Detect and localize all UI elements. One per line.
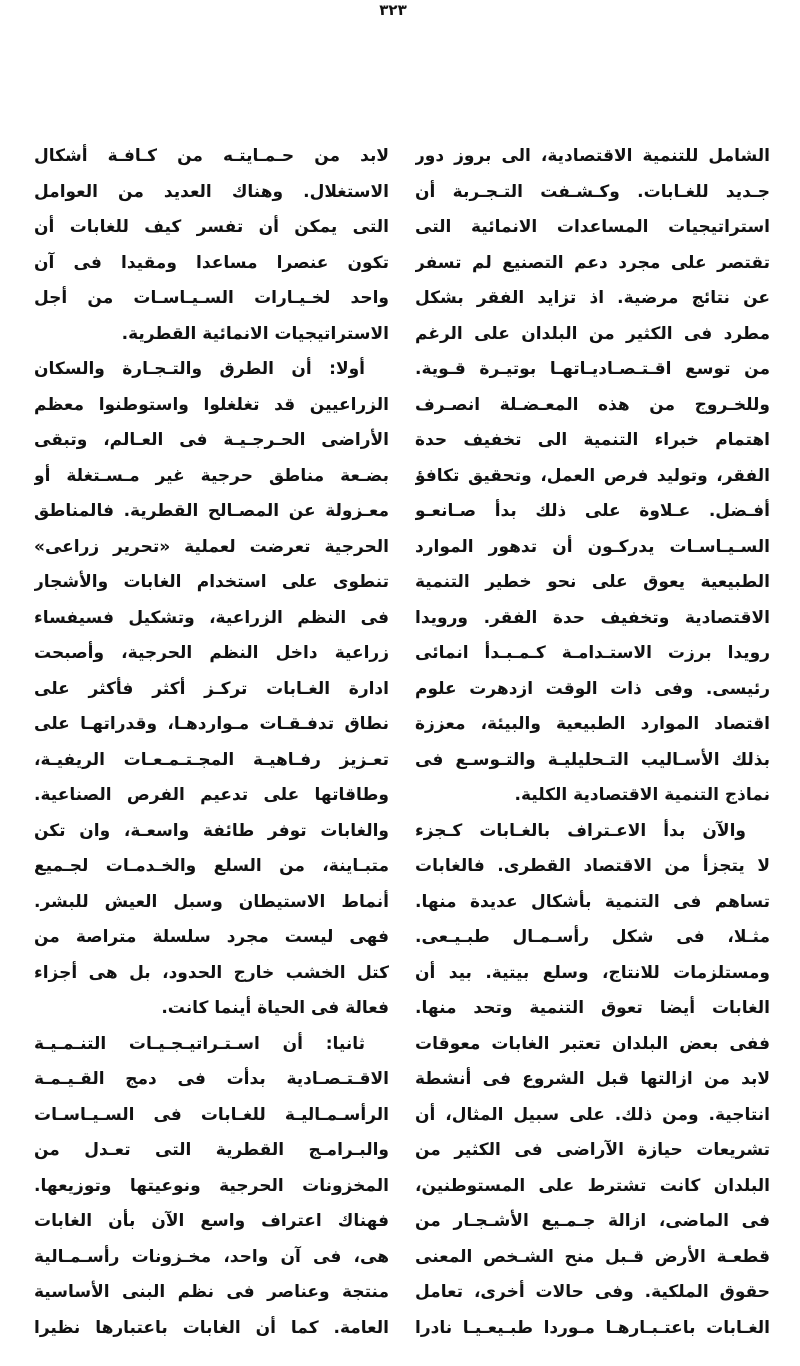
text-line: تكون عنصرا مساعدا ومقيدا فى آن: [34, 252, 389, 273]
text-line: وطاقاتها على تدعيم الفرص الصناعية.: [34, 785, 389, 805]
text-line: ومستلزمات للانتاج، وسلع بيتية. بيد أن: [415, 962, 770, 983]
text-line: لا يتجزأ من الاقتصاد القطرى. فالغابات: [415, 856, 770, 876]
text-line: فى الماضى، ازالة جـمـيع الأشـجـار من: [415, 1211, 770, 1231]
left-column: [34, 139, 389, 1346]
text-line: أنماط الاستيطان وسبل العيش للبشر.: [34, 891, 389, 912]
text-line: ثانيا: أن اسـتـراتيـجـيـات التنـمـيـة: [34, 1033, 365, 1054]
text-line: الزراعيين قد تغلغلوا واستوطنوا معظم: [34, 394, 389, 415]
text-line: استراتيجيات المساعدات الانمائية التى: [415, 217, 770, 237]
text-line: هى، فى آن واحد، مخـزونات رأسـمـالية: [34, 1246, 389, 1267]
text-line: نطاق تدفـقـات مـواردهـا، وقدراتهـا على: [34, 714, 389, 734]
text-line: التى يمكن أن تفسر كيف للغابات أن: [34, 217, 389, 237]
text-line: فهى ليست مجرد سلسلة متراصة من: [34, 927, 389, 947]
text-line: الاقتصادية وتخفيف حدة الفقر. ورويدا: [415, 607, 770, 628]
text-line: حقوق الملكية. وفى حالات أخرى، تعامل: [415, 1282, 770, 1302]
text-line: فى النظم الزراعية، وتشكيل فسيفساء: [34, 607, 389, 628]
text-line: الاستراتيجيات الانمائية القطرية.: [121, 323, 389, 344]
text-line: تشريعات حيازة الآراضى فى الكثير من: [415, 1140, 770, 1160]
text-line: من توسع اقـتـصـاديـاتهـا بوتيـرة قـوية.: [415, 359, 770, 379]
text-line: فهناك اعتراف واسع الآن بأن الغابات: [34, 1211, 389, 1231]
text-line: وللخـروج من هذه المعـضـلة انصـرف: [415, 394, 770, 415]
text-line: رويدا برزت الاستـدامـة كـمـبـدأ انمائى: [415, 643, 770, 663]
text-line: ادارة الغـابات تركـز أكثر فأكثر على: [34, 678, 389, 699]
text-line: معـزولة عن المصـالح القطرية. فالمناطق: [34, 501, 389, 521]
text-line: أفـضل. عـلاوة على ذلك بدأ صـانعـو: [415, 501, 770, 521]
text-line: بضـعة مناطق حرجية غير مـسـتغلة أو: [34, 465, 389, 486]
text-line: تعـزيز رفـاهيـة المجـتـمـعـات الريفيـة،: [34, 749, 389, 770]
text-line: تساهم فى التنمية بأشكال عديدة منها.: [415, 891, 770, 912]
text-line: رئيسى. وفى ذات الوقت ازدهرت علوم: [415, 678, 770, 699]
text-line: السـيـاسـات يدركـون أن تدهور الموارد: [415, 536, 770, 557]
text-line: والبـرامـج القطرية التى تعـدل من: [34, 1140, 389, 1160]
text-line: الغـابات باعتـبـارهـا مـوردا طبـيعـيـا نادرا: [415, 1317, 770, 1338]
text-line: عن نتائج مرضية. اذ تزايد الفقر بشكل: [415, 288, 770, 308]
text-line: ففى بعض البلدان تعتبر الغابات معوقات: [415, 1033, 770, 1054]
text-line: لابد من ازالتها قبل الشروع فى أنشطة: [415, 1069, 770, 1089]
text-line: والآن بدأ الاعـتراف بالغـابات كـجزء: [415, 820, 746, 841]
text-line: الطبيعية يعوق على نحو خطير التنمية: [415, 572, 770, 592]
text-line: الحرجية تعرضت لعملية «تحرير زراعى»: [34, 536, 389, 557]
text-line: انتاجية. ومن ذلك. على سبيل المثال، أن: [415, 1104, 770, 1125]
text-line: مثـلا، فى شكل رأسـمـال طبـيـعى.: [415, 927, 770, 947]
text-line: اهتمام خبراء التنمية الى تخفيف حدة: [415, 430, 770, 450]
text-line: الأراضى الحـرجـيـة فى العـالم، وتبقى: [34, 430, 389, 450]
right-column: [415, 139, 770, 1346]
page-number: ٣٢٣: [379, 1, 407, 19]
text-line: أولا: أن الطرق والتـجـارة والسكان: [34, 359, 365, 379]
text-line: قطعـة الأرض قـبل منح الشـخص المعنى: [415, 1246, 770, 1267]
text-line: متبـاينة، من السلع والخـدمـات لجـميع: [34, 856, 389, 876]
text-line: العامة. كما أن الغابات باعتبارها نظيرا: [34, 1317, 389, 1338]
text-line: منتجة وعناصر فى نظم البنى الأساسية: [34, 1282, 389, 1302]
text-line: واحد لخـيـارات السـيـاسـات من أجل: [34, 288, 389, 308]
text-line: تقتصر على مجرد دعم التصنيع لم تسفر: [415, 252, 770, 273]
text-line: نماذج التنمية الاقتصادية الكلية.: [514, 785, 770, 805]
text-line: الشامل للتنمية الاقتصادية، الى بروز دور: [415, 146, 770, 166]
text-line: الاقـتـصـادية بدأت فى دمج القـيـمـة: [34, 1069, 389, 1089]
text-line: جـديد للغـابات. وكـشـفت التـجـربة أن: [415, 181, 770, 202]
text-line: بذلك الأسـاليب التـحليليـة والتـوسـع فى: [415, 749, 770, 770]
text-line: مطرد فى الكثير من البلدان على الرغم: [415, 323, 770, 344]
text-line: الغابات أيضا تعوق التنمية وتحد منها.: [415, 998, 770, 1018]
text-line: اقتصاد الموارد الطبيعية والبيئة، معززة: [415, 714, 770, 734]
text-line: لابد من حـمـايتـه من كـافـة أشكال: [34, 146, 389, 166]
text-line: المخزونات الحرجية ونوعيتها وتوزيعها.: [34, 1175, 389, 1196]
text-line: والغابات توفر طائفة واسعـة، وان تكن: [34, 820, 389, 841]
text-line: الاستغلال. وهناك العديد من العوامل: [34, 181, 389, 202]
text-line: تنطوى على استخدام الغابات والأشجار: [34, 572, 389, 592]
text-line: فعالة فى الحياة أينما كانت.: [161, 998, 389, 1018]
text-line: كتل الخشب خارج الحدود، بل هى أجزاء: [34, 962, 389, 983]
text-columns: [34, 139, 770, 1346]
text-line: الفقر، وتوليد فرص العمل، وتحقيق تكافؤ: [415, 465, 770, 486]
text-line: البلدان كانت تشترط على المستوطنين،: [415, 1175, 770, 1196]
text-line: زراعية داخل النظم الحرجية، وأصبحت: [34, 643, 389, 663]
text-line: الرأسـمـاليـة للغـابات فى السـيـاسـات: [34, 1104, 389, 1125]
